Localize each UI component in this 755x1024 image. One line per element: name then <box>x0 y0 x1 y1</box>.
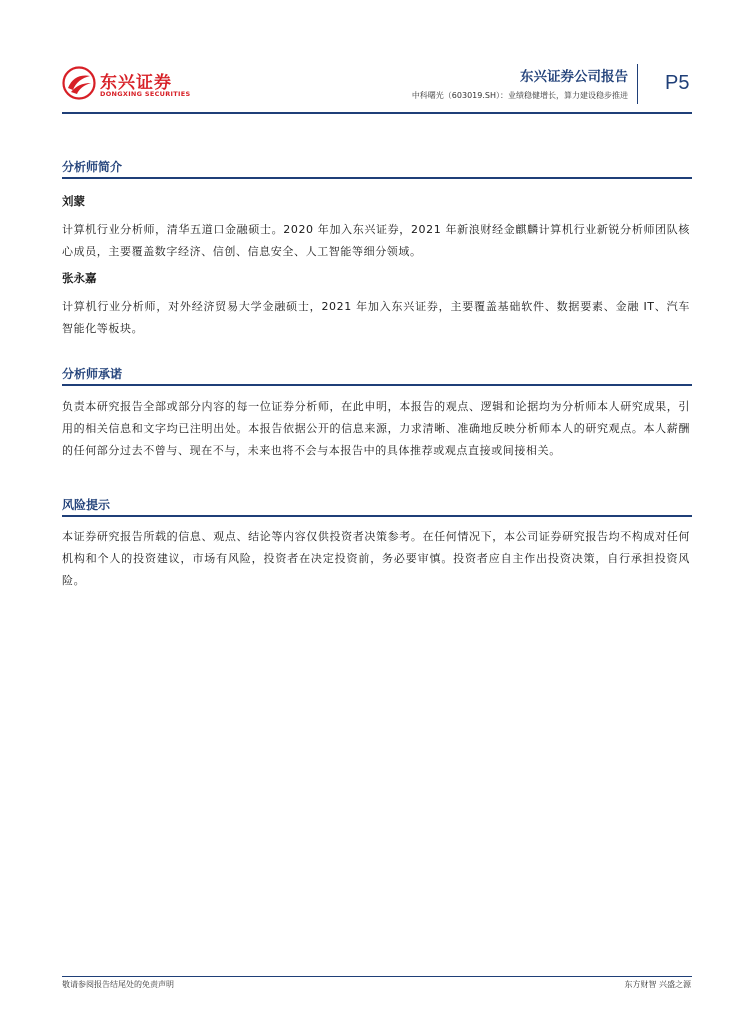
section-rule <box>62 177 692 179</box>
analyst-bio: 计算机行业分析师，清华五道口金融硕士。2020 年加入东兴证券，2021 年新浪财经金麒麟计算机行业新锐分析师团队核心成员，主要覆盖数字经济、信创、信息安全、人工智能等细分领域。 <box>62 223 690 258</box>
company-logo <box>62 66 191 102</box>
logo-english-name: DONGXING SECURITIES <box>100 90 191 98</box>
report-title: 东兴证券公司报告 <box>520 69 628 85</box>
analyst-bio: 计算机行业分析师，对外经济贸易大学金融硕士，2021 年加入东兴证券，主要覆盖基础软件、数据要素、金融 IT、汽车智能化等板块。 <box>62 300 690 335</box>
analyst-name: 刘蒙 <box>62 194 85 208</box>
section-rule <box>62 384 692 386</box>
footer-slogan: 东方财智 兴盛之源 <box>624 980 691 989</box>
section-rule <box>62 515 692 517</box>
section-commitment <box>62 365 692 386</box>
footer-rule <box>62 976 692 977</box>
report-subtitle: 中科曙光（603019.SH）：业绩稳健增长，算力建设稳步推进 <box>411 91 628 100</box>
section-title: 风险提示 <box>62 498 111 512</box>
dongxing-logo-icon <box>62 66 96 100</box>
header-divider <box>637 64 638 104</box>
page-number: P5 <box>665 72 690 94</box>
commitment-text: 负责本研究报告全部或部分内容的每一位证券分析师，在此申明，本报告的观点、逻辑和论据均为分析师本人研究成果，引用的相关信息和文字均已注明出处。本报告依据公开的信息来源，力求清晰、准确地反映分析师本人的研究观点。本人薪酬的任何部分过去不曾与、现在不与，未来也将不会与本报告中的具体推荐或观点直接或间接相关。 <box>62 400 690 457</box>
section-title: 分析师承诺 <box>62 367 123 381</box>
section-title: 分析师简介 <box>62 160 123 174</box>
risk-text: 本证券研究报告所载的信息、观点、结论等内容仅供投资者决策参考。在任何情况下，本公司证券研究报告均不构成对任何机构和个人的投资建议，市场有风险，投资者在决定投资前，务必要审慎。投资者应自主作出投资决策，自行承担投资风险。 <box>62 530 690 587</box>
section-risk <box>62 496 692 517</box>
header-rule <box>62 112 692 114</box>
logo-chinese-name: 东兴证券 <box>100 73 172 93</box>
analyst-name: 张永嘉 <box>62 271 97 285</box>
section-analyst-intro <box>62 158 692 179</box>
footer-disclaimer-note: 敬请参阅报告结尾处的免责声明 <box>62 980 174 989</box>
